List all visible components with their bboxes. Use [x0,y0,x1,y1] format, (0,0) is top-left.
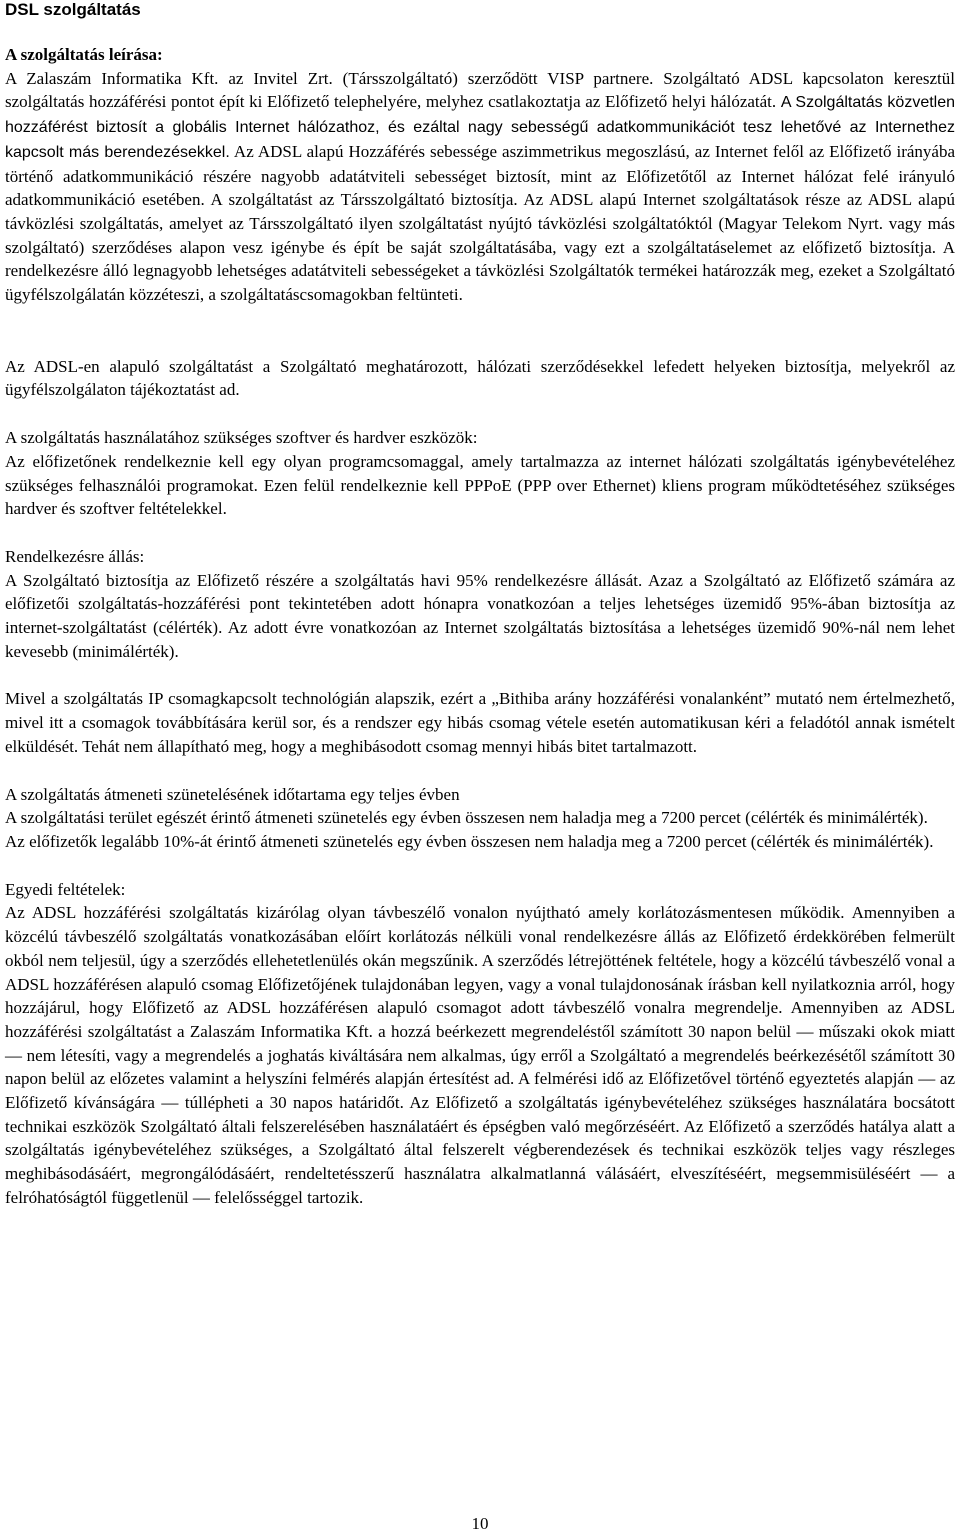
spacer [5,20,955,43]
spacer [5,307,955,355]
description-heading: A szolgáltatás leírása: [5,45,163,64]
conditions-paragraph: Az ADSL hozzáférési szolgáltatás kizárólag olyan távbeszélő vonalon nyújtható amely korlátozásmentesen működik. Amennyiben a közcélú távbeszélő szolgáltatás vonatkozásában előírt korlátozás nélküli vonal rendelkezésre állás az Előfizető érdekkörében felmerült okból nem teljesül, úgy a szerződés ellehetetlenülés okán megszűnik. A szerződés létrejöttének feltétele, hogy a közcélú távbeszélő vonal a ADSL hozzáférésen alapuló csomag Előfizetőjének tulajdonában legyen, vagy a vonal tulajdonosának írásban kell nyilatkoznia arról, hogy hozzájárul, hogy Előfizető az ADSL hozzáférésen alapuló csomagot adott távbeszélő vonalra megrendelje. Amennyiben az ADSL hozzáférési szolgáltatást a Zalaszám Informatika Kft. a hozzá beérkezett megrendeléstől számított 30 napon belül — műszaki okok miatt — nem létesíti, vagy a megrendelés a joghatás kiváltására nem alkalmas, úgy erről a Szolgáltató a megrendelés beérkezésétől számított 30 napon belül az előzetes valamint a helyszíni felmérés alapján értesítést ad. A felmérési idő az Előfizetővel történő egyeztetés alapján — az Előfizető kívánságára — túllépheti a 30 napos határidőt. Az Előfizető a szolgáltatás igénybevételéhez szükséges használatára bocsátott technikai eszközök Szolgáltató általi felszerelésében használatáért és épségben való megőrzéséért. Az Előfizető a szerződés hatálya alatt a szolgáltatás igénybevételéhez szükséges, a Szolgáltató által felszerelt végberendezések és technikai eszközök teljes vagy részleges meghibásodásáért, megrongálódásáért, rendeltetésszerű használatra alkalmatlanná válásáért, elveszítéséért, megsemmisüléséért — a felróhatóságtól függetlenül — felelősséggel tartozik. [5,903,955,1207]
tools-heading: A szolgáltatás használatához szükséges szoftver és hardver eszközök: [5,428,478,448]
spacer [5,402,955,426]
interruption-paragraph-1: A szolgáltatási terület egészét érintő átmeneti szünetelés egy évben összesen nem haladja meg a 7200 percet (célérték és minimálérték). [5,808,928,828]
document-page [5,0,955,1210]
page-number: 10 [471,1514,489,1533]
interruption-paragraph-2: Az előfizetők legalább 10%-át érintő átmeneti szünetelés egy évben összesen nem haladja meg a 7200 percet (célérték és minimálérték). [5,831,934,851]
description-part-3: Az ADSL alapú Hozzáférés sebessége aszimmetrikus megoszlású, az Internet felől az Előfizető irányába történő adatkommunikáció részére nagyobb adatátviteli sebességet biztosít, mint az Előfizetőtől az Internet hálózat felé irányuló adatkommunikáció esetében. A szolgáltatást az Társszolgáltató biztosítja. Az ADSL alapú Internet szolgáltatások része az ADSL alapú távközlési szolgáltatás, amelyet az Társszolgáltató ilyen szolgáltatást nyújtó távközlési szolgáltatóktól (Magyar Telekom Nyrt. vagy más szolgáltató) szerződéses alapon vesz igénybe és épít be saját szolgáltatásába, vagy ezt a szolgáltatáselemet az előfizető biztosítja. A rendelkezésre álló legnagyobb lehetséges adatátviteli sebességeket a távközlési Szolgáltatók termékei határozzák meg, ezeket a Szolgáltató ügyfélszolgálatán közzéteszi, a szolgáltatáscsomagokban feltünteti. [5,141,956,305]
interruption-heading: A szolgáltatás átmeneti szünetelésének időtartama egy teljes évben [5,784,460,804]
spacer [5,663,955,687]
spacer [5,759,955,783]
tools-paragraph: Az előfizetőnek rendelkeznie kell egy olyan programcsomaggal, amely tartalmazza az internet hálózati szolgáltatás igénybevételéhez szükséges felhasználói programokat. Ezen felül rendelkeznie kell PPPoE (PPP over Ethernet) kliens program működtetéséhez szükséges hardver és szoftver feltételekkel. [5,451,955,519]
spacer [5,521,955,545]
description-paragraph [5,67,955,307]
coverage-paragraph: Az ADSL-en alapuló szolgáltatást a Szolgáltató meghatározott, hálózati szerződésekkel lefedett helyeken biztosítja, melyekről az ügyfélszolgálaton tájékoztatást ad. [5,356,955,400]
availability-heading: Rendelkezésre állás: [5,546,145,566]
ip-paragraph: Mivel a szolgáltatás IP csomagkapcsolt technológián alapszik, ezért a „Bithiba arány hozzáférési vonalanként” mutató nem értelmezhető, mivel itt a csomagok továbbítására kerül sor, és a rendszer egy hibás csomag vétele esetén automatikusan kéri a feladótól annak ismételt elküldését. Tehát nem állapítható meg, hogy a meghibásodott csomag mennyi hibás bitet tartalmazott. [5,689,955,756]
document-title: DSL szolgáltatás [5,0,141,19]
description-part-1: A Zalaszám Informatika Kft. az Invitel Zrt. (Társszolgáltató) szerződött VISP partnere. Szolgáltató ADSL kapcsolaton keresztül szolgáltatás hozzáférési pontot épít ki Előfizető telephelyére, melyhez csatlakoztatja az Előfizető helyi hálózatát. [5,68,955,112]
conditions-heading: Egyedi feltételek: [5,879,126,899]
availability-paragraph: A Szolgáltató biztosítja az Előfizető részére a szolgáltatás havi 95% rendelkezésre állását. Azaz a Szolgáltató az Előfizető számára az előfizetői szolgáltatás-hozzáférési pont tekintetében adott hónapra vonatkozóan a teljes lehetséges üzemidő 95%-ában biztosítja az internet-szolgáltatást (célérték). Az adott évre vonatkozóan az Internet szolgáltatás biztosítása a lehetséges üzemidő 90%-nál nem lehet kevesebb (minimálérték). [5,570,955,661]
description-part-2: A Szolgáltatás közvetlen hozzáférést biztosít a globális Internet hálózathoz, és ezáltal nagy sebességű adatkommunikációt tesz lehetővé az Internethez kapcsolt más berendezésekkel. [5,94,956,161]
spacer [5,854,955,878]
